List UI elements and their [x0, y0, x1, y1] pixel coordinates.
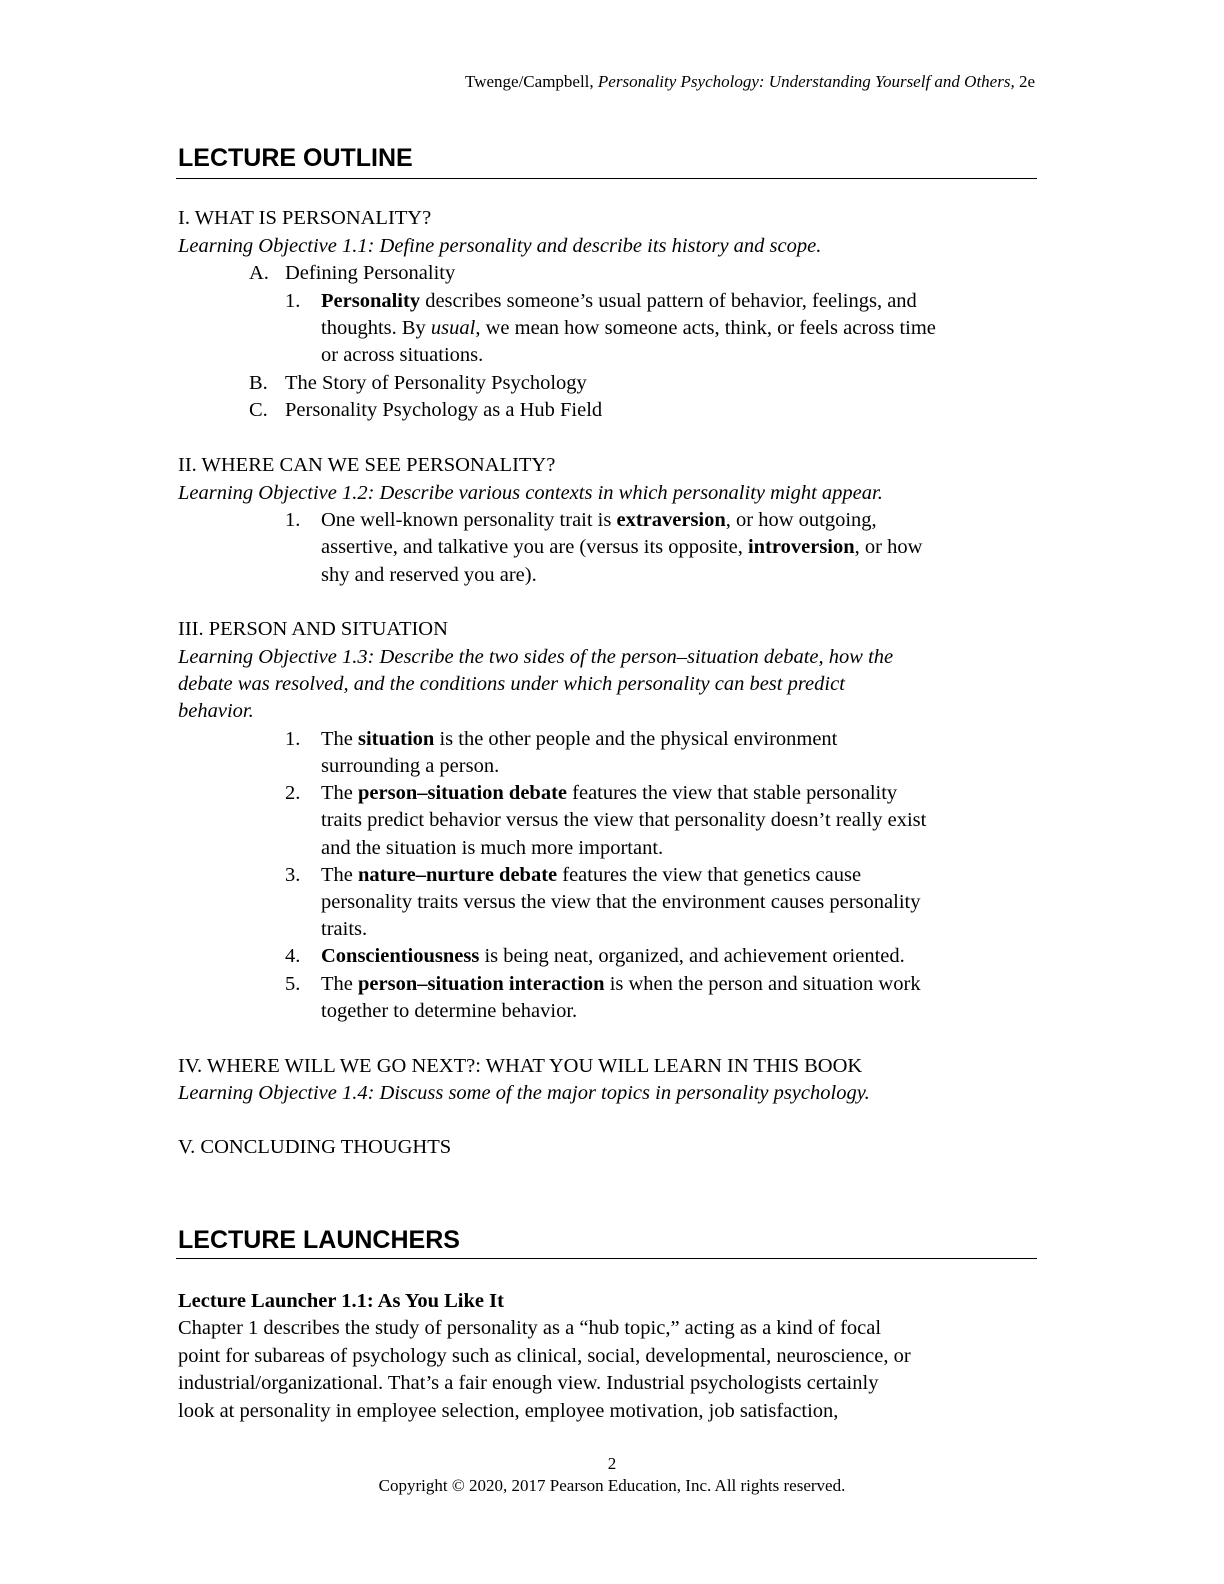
outline-item-iii-5 — [285, 971, 921, 998]
item-text: , or how — [854, 536, 923, 558]
term-situation: situation — [358, 728, 435, 750]
outline-item-iii-2 — [285, 780, 897, 807]
item-text: features the view that stable personality — [567, 782, 898, 804]
item-number: 1. — [285, 509, 301, 531]
outline-item-iii-5-cont: together to determine behavior. — [321, 1000, 578, 1022]
outline-item-ii-1 — [285, 507, 877, 534]
item-number: 5. — [285, 973, 301, 995]
term-person-situation-debate: person–situation debate — [358, 782, 568, 804]
outline-item-a1-cont: or across situations. — [321, 344, 484, 366]
item-text: Personality Psychology as a Hub Field — [285, 399, 603, 421]
item-text: The — [321, 973, 358, 995]
outline-item-a1-cont — [321, 315, 936, 342]
section-1-heading: I. WHAT IS PERSONALITY? — [178, 207, 432, 229]
item-text: One well-known personality trait is — [321, 509, 617, 531]
term-conscientiousness: Conscientiousness — [321, 945, 480, 967]
term-extraversion: extraversion — [616, 509, 726, 531]
term-nature-nurture-debate: nature–nurture debate — [358, 864, 558, 886]
item-text: The — [321, 782, 358, 804]
item-text: Defining Personality — [285, 262, 456, 284]
launcher-body-line: industrial/organizational. That’s a fair enough view. Industrial psychologists certainly — [178, 1372, 879, 1394]
outline-item-ii-1-cont — [321, 534, 922, 561]
item-text: The Story of Personality Psychology — [285, 372, 587, 394]
launcher-body-line: look at personality in employee selection, employee motivation, job satisfaction, — [178, 1400, 839, 1422]
section-3-heading: III. PERSON AND SITUATION — [178, 618, 448, 640]
outline-item-iii-1 — [285, 726, 837, 753]
term-usual: usual — [430, 317, 476, 339]
outline-item-iii-3-cont: traits. — [321, 918, 368, 940]
header-authors: Twenge/Campbell, — [465, 72, 598, 91]
item-number: 3. — [285, 864, 301, 886]
section-4-objective: Learning Objective 1.4: Discuss some of the major topics in personality psychology. — [178, 1082, 870, 1104]
outline-item-iii-3 — [285, 862, 861, 889]
item-text: is the other people and the physical environment — [434, 728, 838, 750]
lecture-outline-title: LECTURE OUTLINE — [178, 144, 413, 172]
outline-item-iii-4 — [285, 943, 905, 970]
item-text: The — [321, 864, 358, 886]
item-label: B. — [249, 372, 268, 394]
section-3-objective-line: behavior. — [178, 700, 254, 722]
outline-item-ii-1-cont: shy and reserved you are). — [321, 564, 537, 586]
item-number: 1. — [285, 290, 301, 312]
header-edition: 2e — [1014, 72, 1035, 91]
launcher-title: Lecture Launcher 1.1: As You Like It — [178, 1290, 504, 1312]
outline-item-iii-1-cont: surrounding a person. — [321, 755, 500, 777]
outline-item-a — [249, 260, 455, 287]
item-text: The — [321, 728, 358, 750]
outline-item-iii-2-cont: and the situation is much more important. — [321, 837, 664, 859]
item-text: , or how outgoing, — [725, 509, 877, 531]
lecture-launchers-title: LECTURE LAUNCHERS — [178, 1226, 460, 1254]
outline-item-iii-3-cont: personality traits versus the view that the environment causes personality — [321, 891, 921, 913]
term-introversion: introversion — [747, 536, 855, 558]
lecture-launchers-rule — [176, 1258, 1037, 1259]
item-number: 4. — [285, 945, 301, 967]
term-person-situation-interaction: person–situation interaction — [358, 973, 605, 995]
outline-item-a1 — [285, 288, 917, 315]
outline-item-b — [249, 370, 587, 397]
launcher-body-line: Chapter 1 describes the study of personality as a “hub topic,” acting as a kind of focal — [178, 1317, 882, 1339]
item-text: is when the person and situation work — [604, 973, 921, 995]
header-book-title: Personality Psychology: Understanding Yourself and Others, — [597, 72, 1015, 91]
item-number: 1. — [285, 728, 301, 750]
item-text: describes someone’s usual pattern of behavior, feelings, and — [420, 290, 917, 312]
section-2-objective: Learning Objective 1.2: Describe various contexts in which personality might appear. — [178, 482, 883, 504]
item-label: A. — [249, 262, 269, 284]
section-1-objective: Learning Objective 1.1: Define personality and describe its history and scope. — [178, 235, 822, 257]
section-5-heading: V. CONCLUDING THOUGHTS — [178, 1136, 452, 1158]
item-text: , we mean how someone acts, think, or feels across time — [475, 317, 936, 339]
item-text: is being neat, organized, and achievement oriented. — [479, 945, 905, 967]
lecture-outline-rule — [176, 178, 1037, 179]
item-label: C. — [249, 399, 268, 421]
section-3-objective-line: debate was resolved, and the conditions under which personality can best predict — [178, 673, 845, 695]
item-text: features the view that genetics cause — [557, 864, 862, 886]
launcher-body-line: point for subareas of psychology such as clinical, social, developmental, neuroscience, or — [178, 1345, 911, 1367]
section-4-heading: IV. WHERE WILL WE GO NEXT?: WHAT YOU WILL LEARN IN THIS BOOK — [178, 1055, 863, 1077]
section-3-objective-line: Learning Objective 1.3: Describe the two sides of the person–situation debate, how the — [178, 646, 894, 668]
item-number: 2. — [285, 782, 301, 804]
page-number: 2 — [607, 1454, 617, 1473]
term-personality: Personality — [321, 290, 421, 312]
outline-item-c — [249, 397, 602, 424]
running-header — [465, 72, 1035, 92]
outline-item-iii-2-cont: traits predict behavior versus the view that personality doesn’t really exist — [321, 809, 927, 831]
copyright-notice: Copyright © 2020, 2017 Pearson Education, Inc. All rights reserved. — [378, 1476, 846, 1495]
item-text: thoughts. By — [321, 317, 431, 339]
item-text: assertive, and talkative you are (versus its opposite, — [321, 536, 748, 558]
section-2-heading: II. WHERE CAN WE SEE PERSONALITY? — [178, 454, 556, 476]
